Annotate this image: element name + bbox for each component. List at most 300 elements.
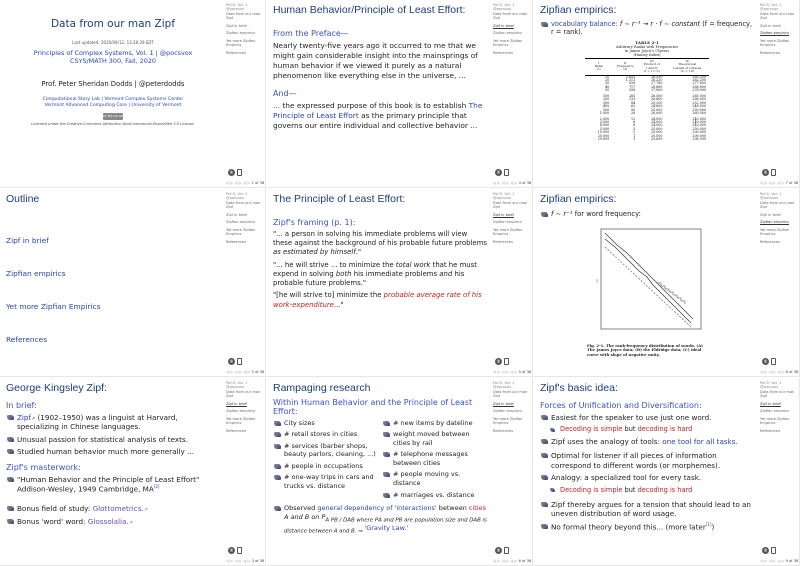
bullet (6, 447, 220, 457)
table-cell: 28,680 (650, 84, 663, 89)
outline-item[interactable]: Zipfian empirics (6, 268, 66, 278)
text: and (439, 269, 453, 278)
sub-bullet (549, 486, 754, 495)
research-item: # new items by dateline (382, 419, 487, 428)
block-heading: In brief: (6, 400, 37, 410)
sidebar-toc-item[interactable]: References (493, 50, 513, 55)
table-cell: 248,000 (692, 104, 706, 109)
research-item: weight moved between cities by rail (382, 430, 487, 447)
bullet-text: Unusual passion for statistical analysis of texts. (17, 434, 189, 444)
slide-9 (534, 378, 800, 566)
slide-title: Rampaging research (273, 382, 371, 394)
vermont-logo-icon (237, 358, 242, 365)
cc-badge-icon: ® (496, 359, 501, 364)
sidebar-deck-title[interactable]: Data from our man Zipf (493, 11, 528, 21)
table-cell: 200 (602, 97, 610, 102)
table-cell: 265 (628, 93, 636, 98)
slide-title: Zipf's basic idea: (540, 382, 618, 394)
text: ..." (333, 300, 344, 309)
page-number: 7 (785, 180, 788, 185)
external-link-icon[interactable]: ↗ (31, 415, 36, 422)
slide-sidebar (224, 189, 266, 377)
research-item: # marriages vs. distance (382, 491, 487, 500)
principle-link[interactable]: The Principle of Least Effort (273, 100, 483, 120)
table-cell: 50 (631, 107, 636, 112)
cc-badge-icon: ® (496, 170, 501, 175)
text: A and B on P (284, 512, 326, 521)
sidebar-toc-item[interactable]: References (760, 428, 780, 433)
slide-content (0, 378, 224, 566)
outline-item[interactable]: References (6, 334, 48, 344)
slide-8 (534, 189, 800, 377)
rank-frequency-figure (587, 223, 707, 343)
cc-license-icon[interactable]: cc by-nc-sa (103, 114, 123, 119)
bullet (6, 413, 220, 432)
nav-arrows-icon[interactable]: ◁ ▷ ◁ ▷ ◁ ▷ (760, 558, 785, 563)
last-updated: Last updated: 2020/09/12, 13:28:29 EDT (72, 40, 154, 45)
table-cell: 27,780 (650, 81, 663, 86)
text: his immediate problems (351, 269, 440, 278)
sidebar-toc-item[interactable]: Zipf in brief (226, 401, 247, 406)
page-indicator (760, 559, 798, 563)
slide-4 (267, 0, 533, 188)
sidebar-toc-item[interactable]: Zipf in brief (493, 23, 514, 28)
table-cell: 1,311 (625, 78, 636, 83)
sidebar-toc-item[interactable]: Yet more Zipfian Empirics (760, 227, 790, 237)
sidebar-toc-item[interactable]: Yet more Zipfian Empirics (493, 38, 523, 48)
slide-sidebar (758, 189, 800, 377)
course-name[interactable]: Principles of Complex Systems, Vol. 1 | @pocsvox (33, 49, 193, 57)
slide-6 (267, 378, 533, 566)
slide-sidebar (491, 378, 533, 566)
slide-title: Outline (6, 193, 40, 205)
table-cell: 50 (605, 88, 610, 93)
purpose-quote (273, 101, 487, 131)
sidebar-toc-item[interactable]: Zipfian empirics (760, 409, 789, 414)
sidebar-org: PoCS, Vol. 1 @pocsvox (226, 192, 248, 201)
gravity-law-link[interactable]: 'Gravity Law.' (364, 524, 409, 533)
research-item: # telephone messages between cities (382, 450, 487, 467)
vermont-logo-icon (237, 547, 242, 554)
sidebar-org: PoCS, Vol. 1 @pocsvox (226, 381, 248, 390)
bullet (540, 522, 754, 532)
nav-arrows-icon[interactable]: ◁ ▷ ◁ ▷ ◁ ▷ (226, 180, 251, 185)
table-cell: 4,000 (599, 123, 610, 128)
sidebar-toc-item[interactable]: Zipfian empirics (493, 220, 522, 225)
sidebar-org: PoCS, Vol. 1 @pocsvox (226, 3, 248, 12)
page-of: of 38 (789, 180, 799, 185)
affiliation-1[interactable]: Computational Story Lab | Vermont Complex Systems Center (42, 96, 184, 102)
sidebar-toc-item[interactable]: References (226, 239, 246, 244)
slide-1 (0, 0, 266, 188)
table-cell: 25,000 (650, 107, 663, 112)
external-link-icon[interactable]: ↗ (143, 507, 148, 514)
slide-content (0, 0, 224, 188)
research-item: # people moving vs. distance (382, 470, 487, 487)
table-cell: 717 (628, 84, 636, 89)
course-code: CSYS/MATH 300, Fall, 2020 (70, 57, 156, 66)
table-cell: 200,000 (692, 133, 706, 138)
sidebar-org: PoCS, Vol. 1 @pocsvox (760, 3, 782, 12)
table-subtitle: in James Joyce's Ulysses (624, 49, 670, 53)
text: "[he will strive to] minimize the (273, 291, 384, 300)
table-cell: 40 (605, 84, 610, 89)
external-link-icon[interactable]: ↗ (128, 519, 133, 526)
author: Prof. Peter Sheridan Dodds | @peterdodds (41, 79, 185, 88)
sidebar-toc-item[interactable]: Zipfian empirics (760, 31, 789, 36)
highlight-text: probable average rate of his work-expenditure (273, 291, 482, 309)
bullet: Analogy: a specialized tool for every task. (540, 473, 754, 483)
outline-item[interactable]: Yet more Zipfian Empirics (6, 301, 101, 311)
sidebar-toc-item[interactable]: Zipf in brief (226, 23, 247, 28)
sidebar-toc-item[interactable]: Zipf in brief (493, 212, 514, 217)
text: total work (395, 260, 431, 269)
slide-sidebar (758, 0, 800, 188)
table-cell: 200,000 (692, 130, 706, 135)
page-indicator (760, 181, 798, 185)
table-header: IV Theoretical Length of Ulysses (C × 10) (665, 59, 709, 76)
table-header: III Product of I and II (r × f = C) (638, 59, 665, 76)
text: that he must expend in solving (273, 260, 477, 278)
table-cell: 24,000 (650, 123, 663, 128)
slide-controls (228, 547, 242, 554)
nav-arrows-icon[interactable]: ◁ ▷ ◁ ▷ ◁ ▷ (226, 558, 251, 563)
quote-2 (273, 261, 487, 289)
text: ." (355, 248, 362, 257)
table-cell: 26 (631, 111, 636, 116)
sidebar-deck-title[interactable]: Data from our man Zipf (493, 389, 528, 399)
zipf-link[interactable]: Zipf (17, 412, 32, 422)
text: A and P (378, 517, 399, 524)
slide-title: Zipfian empirics: (540, 193, 617, 205)
table-subtitle: (Hanley Index) (633, 53, 661, 57)
bullet: Optimal for listener if all pieces of information correspond to different words (or morphemes). (540, 451, 754, 470)
table-cell: 265,300 (692, 74, 706, 79)
table-cell: 26,220 (650, 78, 663, 83)
sidebar-toc-item[interactable]: Zipf in brief (760, 212, 781, 217)
table-cell: 6 (633, 123, 636, 128)
text: ... the expressed purpose of this book is to establish (273, 100, 469, 110)
sidebar-toc (226, 213, 266, 244)
slide-content (534, 189, 758, 377)
table-cell: 27,800 (650, 88, 663, 93)
slide-3 (0, 378, 266, 566)
bullet-text: (1902–1950) was a linguist at Harvard, specializing in Chinese languages. (17, 412, 178, 432)
page-number: 3 (251, 558, 254, 563)
sidebar-toc (493, 213, 533, 244)
bullet: Easiest for the speaker to use just one word. (540, 413, 754, 423)
table-cell: 298,990 (692, 137, 706, 142)
sidebar-org: PoCS, Vol. 1 @pocsvox (493, 381, 515, 390)
table-cell: 265,000 (692, 93, 706, 98)
figure-caption: Fig. 2-1. The rank-frequency distribution of words. (A) The James Joyce data; (B) the Eldridge data; (C) ideal curve with slope of negative unity. (587, 342, 703, 357)
cc-badge-icon: ® (763, 548, 768, 553)
vermont-logo-icon (771, 169, 776, 176)
sidebar-toc (493, 24, 533, 55)
sidebar-toc-item[interactable]: Zipfian empirics (760, 220, 789, 225)
table-cell: 20,000 (597, 133, 610, 138)
sidebar-toc-item[interactable]: Yet more Zipfian Empirics (493, 227, 523, 237)
bullet (540, 437, 754, 447)
sidebar-toc (226, 402, 266, 433)
table-header: II Frequency (f) (612, 59, 638, 76)
preface-quote: Nearly twenty-five years ago it occurred to me that we might gain considerable insight into the mainsprings of human behavior if we viewed it purely as a natural phenomenon like everything else in the universe, ... (273, 40, 478, 80)
book-citation: "Human Behavior and the Principle of Least Effort" Addison-Wesley, 1949 Cambridge, MA (17, 474, 200, 494)
table-cell: 278,000 (692, 88, 706, 93)
sidebar-deck-title[interactable]: Data from our man Zipf (226, 200, 261, 210)
table-row (585, 138, 709, 141)
table-cell: 25,000 (650, 126, 663, 131)
page-indicator (226, 181, 264, 185)
sidebar-toc-item[interactable]: References (226, 50, 246, 55)
sidebar-deck-title[interactable]: Data from our man Zipf (493, 200, 528, 210)
cc-badge-icon: ® (496, 548, 501, 553)
block-heading: From the Preface— (273, 28, 349, 38)
sidebar-toc-item[interactable]: References (493, 239, 513, 244)
sidebar-toc-item[interactable]: Zipfian empirics (226, 220, 255, 225)
bullet-text: for word frequency: (572, 209, 641, 218)
citation-ref[interactable]: [2] (153, 484, 160, 490)
nav-arrows-icon[interactable]: ◁ ▷ ◁ ▷ ◁ ▷ (493, 369, 518, 374)
page-number: 6 (518, 558, 521, 563)
sidebar-toc-item[interactable]: Zipfian empirics (493, 31, 522, 36)
license-text: Licensed under the Creative Commons Attribution-NonCommercial-ShareAlike 3.0 License. (31, 122, 195, 127)
deck-title: Data from our man Zipf (50, 18, 176, 30)
page-indicator (493, 559, 531, 563)
text: both (335, 269, 352, 278)
table-cell: 26,600 (650, 97, 663, 102)
page-of: of 38 (789, 558, 799, 563)
sidebar-toc-item[interactable]: Zipf in brief (760, 401, 781, 406)
bullet (6, 504, 220, 514)
sidebar-toc-item[interactable]: Yet more Zipfian Empirics (226, 38, 256, 48)
red-text: decoding is hard (637, 425, 693, 434)
bullet-text: Bonus field of study: (17, 504, 93, 514)
table-cell: 500 (602, 107, 610, 112)
sidebar-deck-title[interactable]: Data from our man Zipf (760, 11, 795, 21)
vermont-logo-icon (771, 547, 776, 554)
table-cell: 277,800 (692, 81, 706, 86)
table-cell: 100 (602, 93, 610, 98)
page-of: of 38 (789, 369, 799, 374)
slide-sidebar (491, 0, 533, 188)
table-cell: 262,200 (692, 78, 706, 83)
cities-text: cities (468, 504, 487, 513)
table-cell: 8 (633, 120, 636, 124)
sidebar-toc (493, 402, 533, 433)
research-item: # one-way trips in cars and trucks vs. distance (273, 473, 378, 490)
math: f ∼ r⁻¹ (551, 209, 573, 218)
slide-title: The Principle of Least Effort: (273, 193, 406, 205)
sidebar-org: PoCS, Vol. 1 @pocsvox (493, 3, 515, 12)
nav-arrows-icon[interactable]: ◁ ▷ ◁ ▷ ◁ ▷ (226, 369, 251, 374)
slide-7 (534, 0, 800, 188)
slide-controls (762, 547, 776, 554)
table-cell: 5 (633, 126, 636, 131)
table-cell: 25,200 (650, 100, 663, 105)
tools-text: one tool for all tasks. (662, 436, 738, 446)
red-text: decoding is hard (637, 485, 693, 494)
sidebar-deck-title[interactable]: Data from our man Zipf (760, 389, 795, 399)
ulysses-table (585, 40, 709, 142)
table-cell: 29,899 (597, 137, 610, 142)
table-cell: 24,800 (650, 104, 663, 109)
citation-ref[interactable]: [1] (705, 521, 712, 527)
table-cell: 10 (605, 74, 610, 79)
text: AB where P (347, 517, 379, 524)
slide-controls (762, 358, 776, 365)
sidebar-deck-title[interactable]: Data from our man Zipf (226, 389, 261, 399)
vermont-logo-icon (237, 169, 242, 176)
nav-arrows-icon[interactable]: ◁ ▷ ◁ ▷ ◁ ▷ (493, 558, 518, 563)
glottometrics-link[interactable]: Glottometrics. (92, 504, 144, 514)
table-cell: 20,000 (650, 133, 663, 138)
affiliation-2[interactable]: Vermont Advanced Computing Core | University of Vermont (44, 102, 182, 108)
page-indicator (493, 370, 531, 374)
table-cell: 26,530 (650, 74, 663, 79)
slide-controls (495, 169, 509, 176)
text: A P (325, 517, 335, 524)
page-of: of 38 (255, 369, 265, 374)
text: AB is distance between A and B. ⇒ (284, 517, 487, 535)
slide-5 (267, 189, 533, 377)
page-number: 2 (251, 369, 254, 374)
slide-sidebar (758, 378, 800, 566)
table-cell: 84 (631, 100, 636, 105)
slide-title: George Kingsley Zipf: (6, 382, 107, 394)
page-of: of 38 (255, 558, 265, 563)
text: "... he will strive ... to minimize the (273, 260, 396, 269)
text: but (622, 485, 638, 494)
table-cell: 20 (605, 78, 610, 83)
table-cell: 300 (602, 100, 610, 105)
text: B are population size and D (398, 517, 474, 524)
table-subtitle: Arbitrary Ranks with Frequencies (615, 45, 679, 49)
block-heading: And— (273, 88, 297, 98)
cc-badge-icon: ® (763, 359, 768, 364)
table-header: I Rank (r) (585, 59, 612, 76)
sidebar-toc-item[interactable]: References (493, 428, 513, 433)
slide-content (534, 378, 758, 566)
table-cell: 1,000 (599, 111, 610, 116)
quote-1 (273, 230, 487, 258)
text: ) (711, 521, 715, 531)
table-cell: 20,000 (650, 130, 663, 135)
dependency-link[interactable]: general dependency of 'interactions' (317, 504, 437, 513)
sidebar-toc-item[interactable]: References (226, 428, 246, 433)
sidebar-toc-item[interactable]: Zipf in brief (493, 401, 514, 406)
bullet-text: Bonus 'word' word: (17, 516, 88, 526)
sidebar-toc-item[interactable]: Zipfian empirics (226, 409, 255, 414)
table-cell: 286,800 (692, 84, 706, 89)
sidebar-toc-item[interactable]: Yet more Zipfian Empirics (226, 227, 256, 237)
bullet (6, 475, 220, 494)
text: as the primary principle that governs our entire individual and collective behavior ... (273, 110, 478, 130)
sidebar-toc (760, 213, 800, 244)
slide-sidebar (224, 378, 266, 566)
slide-sidebar (224, 0, 266, 188)
glossolalia-link[interactable]: Glossolalia. (87, 516, 129, 526)
sidebar-toc-item[interactable]: Yet more Zipfian Empirics (226, 416, 256, 426)
quote-3 (273, 291, 487, 310)
cc-badge-icon: ® (229, 359, 234, 364)
vermont-logo-icon (504, 547, 509, 554)
page-indicator (226, 559, 264, 563)
table-cell: 24,000 (650, 116, 663, 121)
outline-item[interactable]: Zipf in brief (6, 235, 49, 245)
sidebar-toc (760, 24, 800, 55)
nav-arrows-icon[interactable]: ◁ ▷ ◁ ▷ ◁ ▷ (760, 180, 785, 185)
sidebar-toc-item[interactable]: Yet more Zipfian Empirics (760, 38, 790, 48)
table-cell: 29,899 (650, 137, 663, 142)
sidebar-toc-item[interactable]: Zipf in brief (226, 212, 247, 217)
table-cell: 133 (628, 97, 636, 102)
sidebar-toc-item[interactable]: References (760, 239, 780, 244)
sidebar-toc (760, 402, 800, 433)
sidebar-deck-title[interactable]: Data from our man Zipf (760, 200, 795, 210)
table-cell: 10,000 (597, 130, 610, 135)
sidebar-toc-item[interactable]: Yet more Zipfian Empirics (493, 416, 523, 426)
page-number: 5 (518, 369, 521, 374)
table-cell: 556 (628, 88, 636, 93)
slide-sidebar (491, 189, 533, 377)
table-cell: 1 (633, 133, 636, 138)
nav-arrows-icon[interactable]: ◁ ▷ ◁ ▷ ◁ ▷ (493, 180, 518, 185)
slide-content (267, 0, 491, 188)
slide-content (534, 0, 758, 188)
table-caption: TABLE 2-1 (635, 40, 659, 45)
table-cell: 24,000 (650, 120, 663, 124)
table-cell: 2 (633, 130, 636, 135)
slide-content (267, 378, 491, 566)
slide-controls (228, 358, 242, 365)
text: between (436, 504, 469, 513)
table-cell: 926 (628, 81, 636, 86)
table-cell: 260,000 (692, 111, 706, 116)
bullet (6, 517, 220, 527)
table-cell: 26,000 (650, 111, 663, 116)
table-cell: 3,000 (599, 120, 610, 124)
vermont-logo-icon (771, 358, 776, 365)
block-heading: Zipf's masterwork: (6, 462, 81, 472)
table-cell: 240,000 (692, 123, 706, 128)
cc-badge-icon: ® (763, 170, 768, 175)
sidebar-toc-item[interactable]: Zipf in brief (760, 23, 781, 28)
page-indicator (493, 181, 531, 185)
text: but (622, 425, 638, 434)
table-cell: 400 (602, 104, 610, 109)
page-number: 4 (518, 180, 521, 185)
research-item: # services (barber shops, beauty parlors, cleaning, ...) (273, 442, 378, 459)
sidebar-toc-item[interactable]: Yet more Zipfian Empirics (760, 416, 790, 426)
vermont-logo-icon (504, 169, 509, 176)
slide-content (0, 189, 224, 377)
block-heading: Within Human Behavior and the Principle of Least Effort: (273, 397, 473, 416)
sidebar-toc-item[interactable]: Zipfian empirics (226, 31, 255, 36)
nav-arrows-icon[interactable]: ◁ ▷ ◁ ▷ ◁ ▷ (760, 369, 785, 374)
sidebar-toc-item[interactable]: Zipfian empirics (493, 409, 522, 414)
slide-controls (762, 169, 776, 176)
sidebar-deck-title[interactable]: Data from our man Zipf (226, 11, 261, 21)
table-cell: 12 (631, 116, 636, 121)
bullet (540, 210, 754, 219)
sidebar-toc-item[interactable]: References (760, 50, 780, 55)
slide-title: Human Behavior/Principle of Least Effort: (273, 4, 466, 16)
slide-2 (0, 189, 266, 377)
sidebar-org: PoCS, Vol. 1 @pocsvox (760, 381, 782, 390)
vocab-balance-link[interactable]: vocabulary balance: (551, 19, 620, 28)
table-cell: 5,000 (599, 126, 610, 131)
